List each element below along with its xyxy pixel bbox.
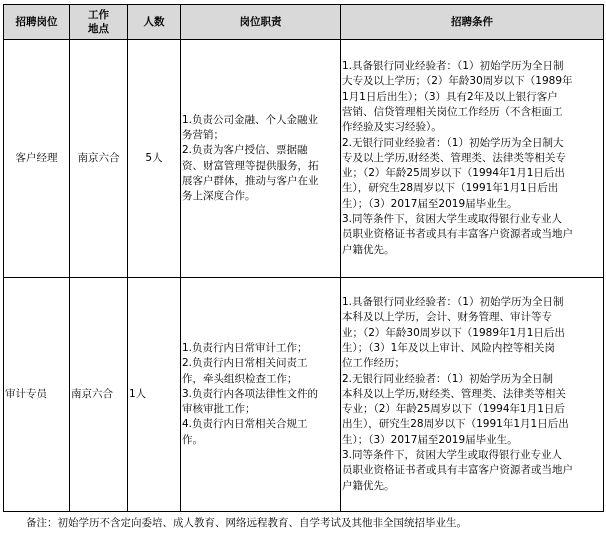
requirement-line: 1.具备银行同业经验者：（1）初始学历为全日制	[342, 60, 564, 73]
duty-line: 务上深度合作。	[182, 190, 256, 203]
requirement-line: 本科及以上学历,财经类、管理类、法律类等相关	[342, 387, 566, 400]
row-position: 客户经理	[4, 40, 70, 278]
requirement-line: 专及以上学历,财经类、管理类、法律类等相关专	[342, 151, 566, 164]
row-position: 审计专员	[4, 278, 70, 512]
requirement-line: 生）；（3）1年及以上审计、风险内控等相关岗	[342, 341, 555, 354]
row-duties	[181, 40, 341, 278]
requirement-line: 位工作经历；	[342, 357, 405, 370]
row-duties	[181, 278, 341, 512]
recruitment-table	[3, 4, 604, 512]
duty-line: 1.负责行内日常审计工作；	[182, 341, 308, 354]
requirement-line: 生）；（3）2017届至2019届毕业生。	[342, 197, 518, 210]
requirement-line: 员职业资格证书者或具有丰富客户资源者或当地户	[342, 228, 573, 241]
requirement-line: 1月1日后出生）；（3）具有2年及以上银行客户	[342, 90, 558, 103]
row-location: 南京六合	[70, 40, 128, 278]
row-location: 南京六合	[70, 278, 128, 512]
duty-line: 务营销；	[182, 128, 224, 141]
footnote: 备注：初始学历不含定向委培、成人教育、网络远程教育、自学考试及其他非全国统招毕业生。	[26, 517, 467, 529]
requirement-line: 业；（2）年龄30周岁以下（1989年1月1日后出	[342, 326, 565, 339]
duty-line: 4.负责行内日常相关合规工	[182, 418, 308, 431]
table-row	[4, 40, 604, 278]
requirement-line: 2.无银行同业经验者：（1）初始学历为全日制大	[342, 136, 564, 149]
duty-line: 资、财富管理等提供服务，拓	[182, 159, 319, 172]
duty-line: 2.负责为客户授信、票据融	[182, 144, 308, 157]
duty-line: 作。	[182, 433, 203, 446]
requirement-line: 大专及以上学历；（2）年龄30周岁以下（1989年	[342, 75, 573, 88]
requirement-line: 3.同等条件下，贫困大学生或取得银行业专业人	[342, 213, 563, 226]
requirement-line: 营销、信贷管理相关岗位工作经历（不含柜面工	[342, 105, 563, 118]
requirement-line: 1.具备银行同业经验者：（1）初始学历为全日制	[342, 296, 564, 309]
requirement-line: 户籍优先。	[342, 479, 395, 492]
header-position: 招聘岗位	[4, 5, 70, 40]
row-count: 1人	[128, 278, 181, 512]
requirement-line: 作经验及实习经验）。	[342, 121, 442, 134]
duty-line: 展客户群体，推动与客户在业	[182, 174, 319, 187]
duty-line: 1.负责公司金融、个人金融业	[182, 113, 319, 126]
requirement-line: 专业；（2）年龄25周岁以下（1994年1月1日后	[342, 403, 565, 416]
row-requirements	[341, 40, 604, 278]
requirement-line: 2.无银行同业经验者：（1）初始学历为全日制	[342, 372, 553, 385]
header-location-line1: 工作	[88, 9, 109, 21]
requirement-line: 生），研究生28周岁以下（1991年1月1日后出	[342, 182, 559, 195]
row-count: 5人	[128, 40, 181, 278]
header-requirements: 招聘条件	[341, 5, 604, 40]
requirement-line: 员职业资格证书者或具有丰富客户资源者或当地户	[342, 464, 573, 477]
requirement-line: 业；（2）年龄25周岁以下（1994年1月1日后出	[342, 167, 565, 180]
header-location	[70, 5, 128, 40]
duty-line: 2.负责行内日常相关问责工	[182, 357, 308, 370]
duty-line: 作，牵头组织检查工作；	[182, 372, 298, 385]
header-location-line2: 地点	[88, 23, 109, 35]
requirement-line: 3.同等条件下，贫困大学生或取得银行业专业人	[342, 449, 563, 462]
requirement-line: 出生），研究生28周岁以下（1991年1月1日后出	[342, 418, 569, 431]
duty-line: 3.负责行内各项法律性文件的	[182, 387, 319, 400]
requirement-line: 本科及以上学历，会计、财务管理、审计等专	[342, 311, 552, 324]
header-duties: 岗位职责	[181, 5, 341, 40]
duty-line: 审核审批工作；	[182, 403, 256, 416]
table-row	[4, 278, 604, 512]
header-count: 人数	[128, 5, 181, 40]
row-requirements	[341, 278, 604, 512]
table-header-row	[4, 5, 604, 40]
requirement-line: 生）；（3）2017届至2019届毕业生。	[342, 433, 518, 446]
requirement-line: 户籍优先。	[342, 243, 395, 256]
